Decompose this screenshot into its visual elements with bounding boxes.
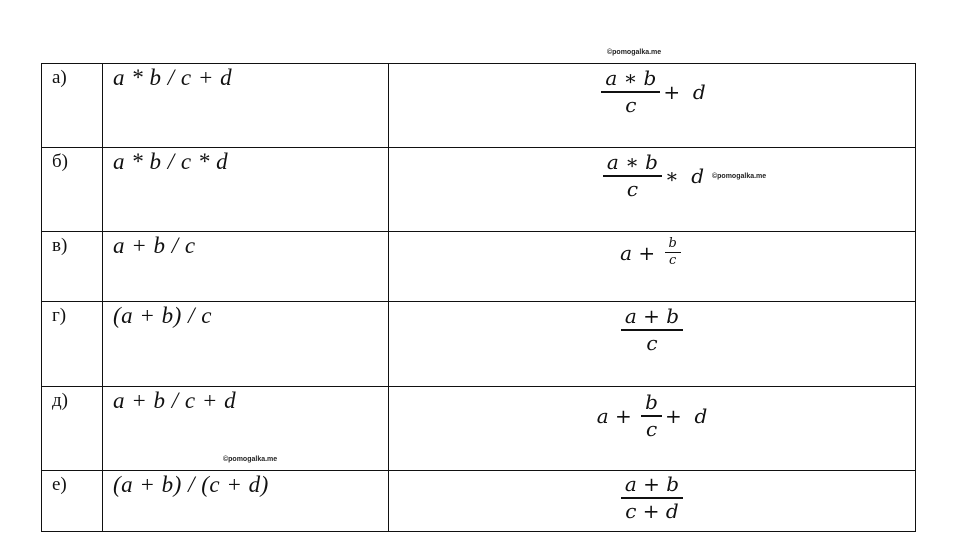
watermark-mid: ©pomogalka.me	[712, 173, 767, 180]
row-label: б)	[52, 151, 68, 172]
linear-expression: (a + b) / (c + d)	[113, 472, 269, 497]
table-row	[42, 471, 916, 532]
fraction-expression: $\frac{a + b}{c}$	[389, 304, 915, 356]
row-label: а)	[52, 67, 67, 88]
table-row	[42, 232, 916, 302]
table-row	[42, 302, 916, 387]
expression-table	[41, 63, 916, 532]
fraction-expression: $\frac{a + b}{c + d}$	[389, 472, 915, 524]
linear-expression: a * b / c + d	[113, 65, 233, 90]
linear-expression: a * b / c * d	[113, 149, 229, 174]
table-row	[42, 387, 916, 471]
linear-expression: a + b / c + d	[113, 388, 237, 413]
fraction-expression: a + $\frac{b}{c}$ + d	[596, 390, 708, 441]
linear-expression: a + b / c	[113, 233, 196, 258]
row-label: д)	[52, 390, 68, 411]
linear-expression: (a + b) / c	[113, 303, 212, 328]
watermark-bottom: ©pomogalka.me	[223, 456, 278, 463]
fraction-expression: $\frac{a ∗ b}{c}$ + d	[389, 66, 915, 118]
table-row	[42, 64, 916, 148]
row-label: в)	[52, 235, 68, 256]
fraction-expression: a + $\frac{b}{c}$	[389, 236, 915, 270]
table-row	[42, 148, 916, 232]
row-label: е)	[52, 474, 67, 495]
watermark-top: ©pomogalka.me	[607, 49, 662, 56]
row-label: г)	[52, 305, 67, 326]
fraction-expression: $\frac{a ∗ b}{c}$ ∗ d	[389, 150, 915, 202]
